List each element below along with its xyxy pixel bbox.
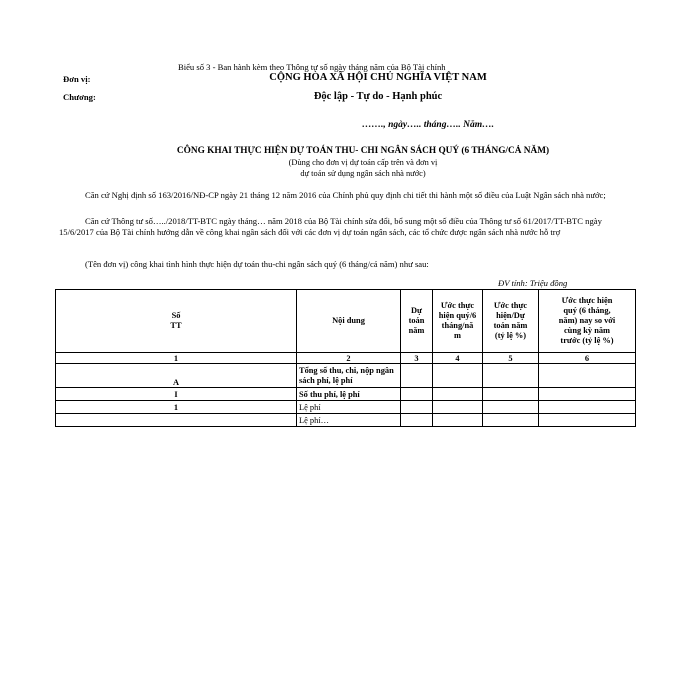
content-cell: Lệ phí (297, 401, 401, 414)
report-subtitle-2: dự toán sử dụng ngân sách nhà nước) (300, 169, 426, 178)
don-vi-label: Đơn vị: (63, 74, 91, 84)
budget-table (55, 289, 636, 427)
index-cell: 2 (297, 353, 401, 364)
index-cell: 6 (539, 353, 636, 364)
stt-cell: 1 (56, 401, 297, 414)
date-line: ……., ngày….. tháng….. Năm…. (362, 120, 494, 130)
disclosure-statement: (Tên đơn vị) công khai tình hình thực hiện dự toán thu-chi ngân sách quý (6 tháng/cả năm) như sau: (85, 259, 429, 269)
empty-cell (433, 364, 483, 388)
table-row (56, 388, 636, 401)
header-stt: Số TT (56, 290, 297, 353)
content-cell: Tổng số thu, chi, nộp ngân sách phí, lệ phí (297, 364, 401, 388)
report-subtitle-1: (Dùng cho đơn vị dự toán cấp trên và đơn vị (288, 158, 438, 167)
legal-basis-paragraph-1: Căn cứ Nghị định số 163/2016/NĐ-CP ngày 21 tháng 12 năm 2016 của Chính phủ quy định chi tiết thi hành một số điều của Luật Ngân sách nhà nước; (85, 190, 606, 200)
header-uoc-thuc-hien: Ước thực hiện quý/6 tháng/nă m (433, 290, 483, 353)
chuong-label: Chương: (63, 92, 96, 102)
legal-basis-paragraph-2: Căn cứ Thông tư số…../2018/TT-BTC ngày tháng… năm 2018 của Bộ Tài chính sửa đổi, bổ sung một số điều của Thông tư số 61/2017/TT-BTC ngày 15/6/2017 của Bộ Tài chính hướng dẫn về công khai ngân sách đối với các đơn vị dự toán ngân sách, các tổ chức được ngân sách nhà nước hỗ trợ (59, 216, 602, 237)
empty-cell (401, 401, 433, 414)
empty-cell (401, 388, 433, 401)
header-du-toan: Dự toán năm (401, 290, 433, 353)
stt-cell: A (56, 364, 297, 388)
index-cell: 3 (401, 353, 433, 364)
empty-cell (539, 388, 636, 401)
nation-title: CỘNG HÒA XÃ HỘI CHỦ NGHĨA VIỆT NAM (269, 72, 487, 83)
content-cell: Lệ phí… (297, 414, 401, 427)
index-cell: 1 (56, 353, 297, 364)
empty-cell (483, 364, 539, 388)
index-cell: 4 (433, 353, 483, 364)
empty-cell (539, 414, 636, 427)
empty-cell (483, 388, 539, 401)
empty-cell (401, 364, 433, 388)
empty-cell (401, 414, 433, 427)
table-index-row (56, 353, 636, 364)
header-noi-dung: Nội dung (297, 290, 401, 353)
index-cell: 5 (483, 353, 539, 364)
content-cell: Số thu phí, lệ phí (297, 388, 401, 401)
table-row (56, 414, 636, 427)
stt-cell: I (56, 388, 297, 401)
header-uoc-ty-le: Ước thực hiện/Dự toán năm (tỷ lệ %) (483, 290, 539, 353)
empty-cell (433, 414, 483, 427)
empty-cell (539, 364, 636, 388)
stt-cell (56, 414, 297, 427)
table-row (56, 364, 636, 388)
header-uoc-cung-ky: Ước thực hiện quý (6 tháng, năm) nay so với cùng kỳ năm trước (tỷ lệ %) (539, 290, 636, 353)
empty-cell (483, 414, 539, 427)
report-title: CÔNG KHAI THỰC HIỆN DỰ TOÁN THU- CHI NGÂN SÁCH QUÝ (6 THÁNG/CẢ NĂM) (176, 146, 550, 156)
table-header-row (56, 290, 636, 353)
unit-label: ĐV tính: Triệu đồng (498, 278, 568, 288)
empty-cell (433, 388, 483, 401)
empty-cell (483, 401, 539, 414)
motto: Độc lập - Tự do - Hạnh phúc (313, 91, 443, 102)
table-row (56, 401, 636, 414)
empty-cell (433, 401, 483, 414)
form-note: Biểu số 3 - Ban hành kèm theo Thông tư số ngày tháng năm của Bộ Tài chính (178, 62, 446, 72)
empty-cell (539, 401, 636, 414)
